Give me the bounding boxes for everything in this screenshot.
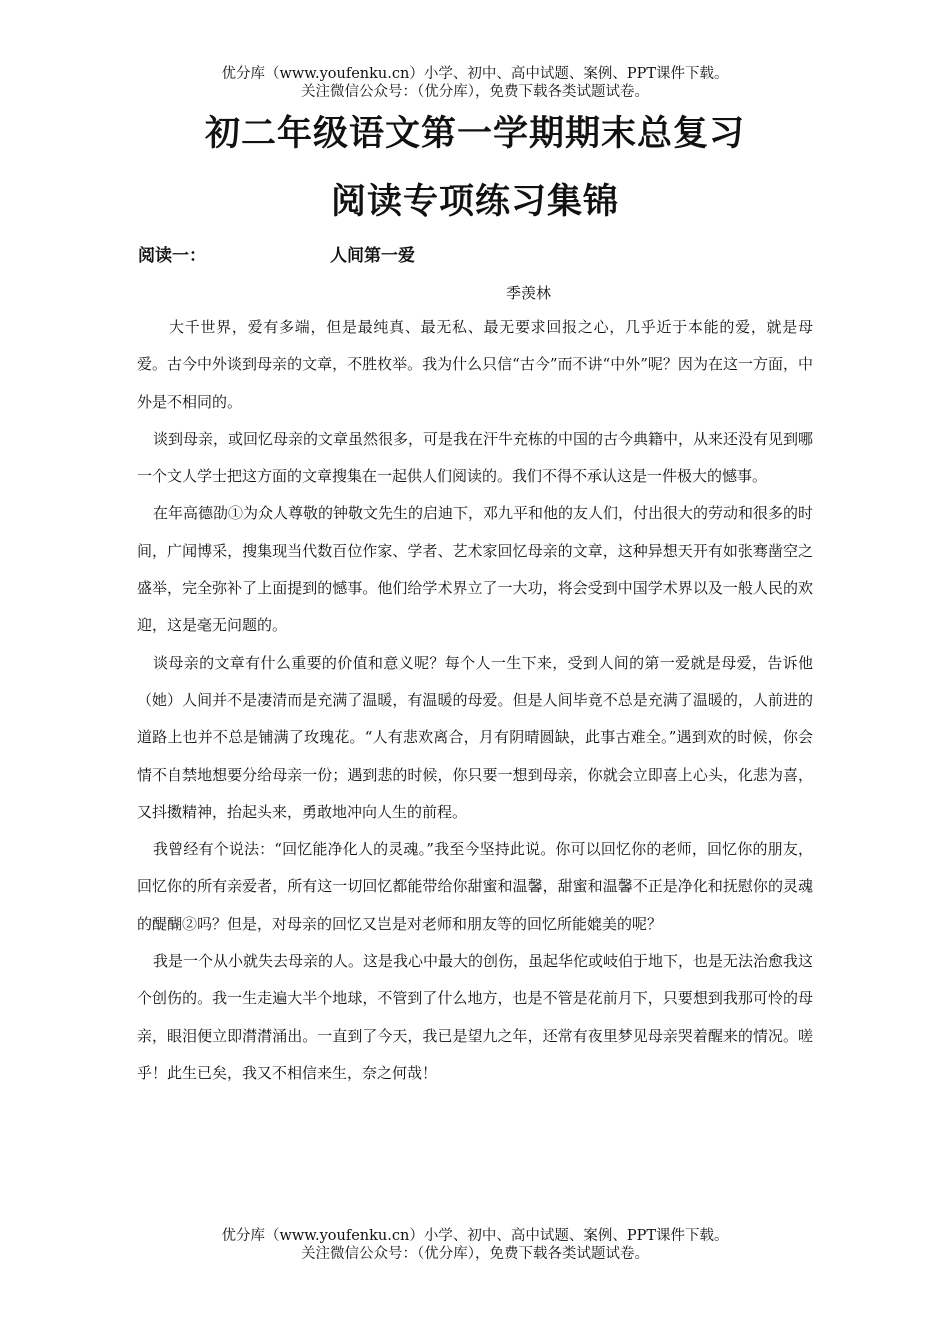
article-body bbox=[137, 309, 813, 1092]
paragraph-6: 我是一个从小就失去母亲的人。这是我心中最大的创伤，虽起华佗或岐伯于地下，也是无法治愈我这个创伤的。我一生走遍大半个地球，不管到了什么地方，也是不管是花前月下，只要想到我那可怜的母亲，眼泪便立即潸潸涌出。一直到了今天，我已是望九之年，还常有夜里梦见母亲哭着醒来的情况。嗟乎！此生已矣，我又不相信来生，奈之何哉！ bbox=[137, 952, 814, 1082]
paragraph-4: 谈母亲的文章有什么重要的价值和意义呢？每个人一生下来，受到人间的第一爱就是母爱，告诉他（她）人间并不是凄清而是充满了温暖，有温暖的母爱。但是人间毕竟不总是充满了温暖的，人前进的道路上也并不总是铺满了玫瑰花。“人有悲欢离合，月有阴晴圆缺，此事古难全。”遇到欢的时候，你会情不自禁地想要分给母亲一份；遇到悲的时候，你只要一想到母亲，你就会立即喜上心头，化悲为喜，又抖擞精神，抬起头来，勇敢地冲向人生的前程。 bbox=[137, 653, 813, 821]
article-title: 人间第一爱 bbox=[330, 246, 415, 266]
document-title: 初二年级语文第一学期期末总复习 bbox=[204, 114, 745, 154]
footer-line-2: 关注微信公众号：（优分库），免费下载各类试题试卷。 bbox=[301, 1246, 649, 1262]
document-subtitle: 阅读专项练习集锦 bbox=[330, 182, 619, 222]
paragraph-2: 谈到母亲，或回忆母亲的文章虽然很多，可是我在汗牛充栋的中国的古今典籍中，从来还没有见到哪一个文人学士把这方面的文章搜集在一起供人们阅读的。我们不得不承认这是一件极大的憾事。 bbox=[137, 429, 814, 486]
paragraph-3: 在年高德劭①为众人尊敬的钟敬文先生的启迪下，邓九平和他的友人们，付出很大的劳动和很多的时间，广闻博采，搜集现当代数百位作家、学者、艺术家回忆母亲的文章，这种异想天开有如张骞凿空之盛举，完全弥补了上面提到的憾事。他们给学术界立了一大功，将会受到中国学术界以及一般人民的欢迎，这是毫无问题的。 bbox=[137, 504, 814, 635]
header-line-1: 优分库（www.youfenku.cn）小学、初中、高中试题、案例、PPT课件下载。 bbox=[221, 66, 729, 82]
header-line-2: 关注微信公众号：（优分库），免费下载各类试题试卷。 bbox=[301, 84, 649, 100]
article-author: 季羡林 bbox=[506, 284, 552, 302]
footer-line-1: 优分库（www.youfenku.cn）小学、初中、高中试题、案例、PPT课件下载。 bbox=[221, 1228, 729, 1244]
section-label: 阅读一： bbox=[138, 246, 206, 266]
paragraph-5: 我曾经有个说法：“回忆能净化人的灵魂。”我至今坚持此说。你可以回忆你的老师，回忆你的朋友，回忆你的所有亲爱者，所有这一切回忆都能带给你甜蜜和温馨，甜蜜和温馨不正是净化和抚慰你的灵魂的醍醐②吗？但是，对母亲的回忆又岂是对老师和朋友等的回忆所能媲美的呢？ bbox=[137, 840, 813, 933]
paragraph-1: 大千世界，爱有多端，但是最纯真、最无私、最无要求回报之心，几乎近于本能的爱，就是母爱。古今中外谈到母亲的文章，不胜枚举。我为什么只信“古今”而不讲“中外”呢？因为在这一方面，中外是不相同的。 bbox=[137, 318, 813, 411]
